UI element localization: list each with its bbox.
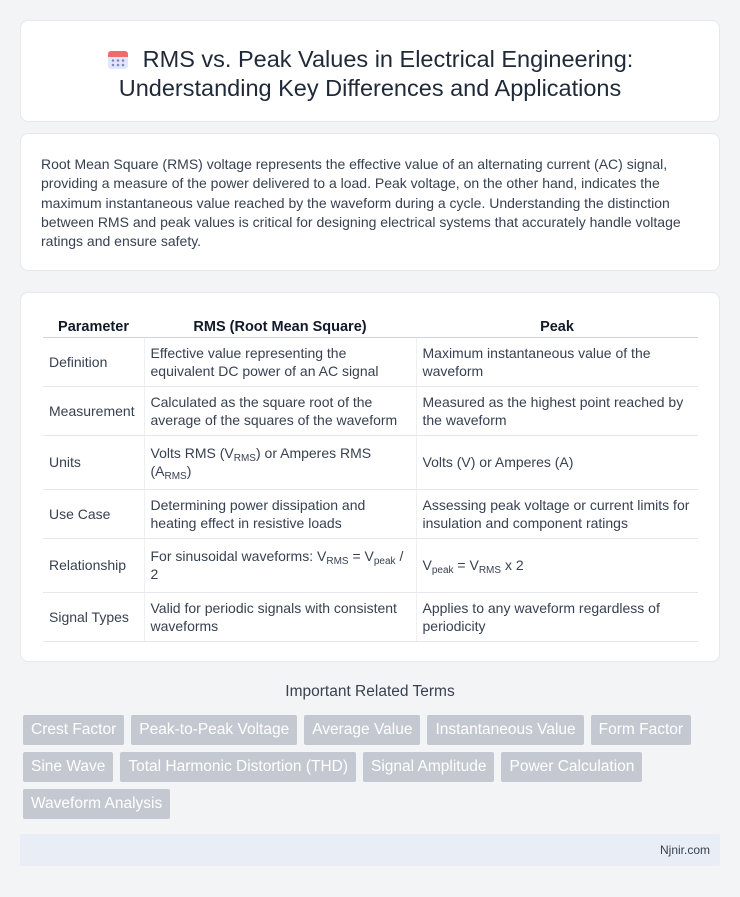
tag-waveform-analysis[interactable]: Waveform Analysis xyxy=(23,789,170,819)
cell-rms: Volts RMS $(V_{RMS})$ or Amperes RMS $(A_{RMS})$ xyxy=(144,435,416,489)
cell-peak: Measured as the highest point reached by the waveform xyxy=(416,386,698,435)
cell-peak: $V_{peak} = V_{RMS}$ x 2 xyxy=(416,538,698,592)
tag-peak-to-peak-voltage[interactable]: Peak-to-Peak Voltage xyxy=(131,715,297,745)
header-peak: Peak xyxy=(416,313,698,337)
title-line-2: Understanding Key Differences and Applications xyxy=(118,75,622,101)
header-rms: RMS (Root Mean Square) xyxy=(144,313,416,337)
title-line-1: RMS vs. Peak Values in Electrical Engineering: xyxy=(142,46,634,72)
tag-average-value[interactable]: Average Value xyxy=(304,715,420,745)
intro-paragraph: Root Mean Square (RMS) voltage represents the effective value of an alternating current (AC) signal, providing a measure of the power delivered to a load. Peak voltage, on the other hand, indicates the maximum instantaneous value reached by the waveform during a cycle. Understanding the distinction between RMS and peak values is critical for designing electrical systems that accurately handle voltage ratings and ensure safety. xyxy=(41,156,681,250)
comparison-card xyxy=(20,292,720,662)
footer xyxy=(20,834,720,866)
table-row xyxy=(43,435,698,489)
page-title xyxy=(21,45,719,103)
cell-peak: Applies to any waveform regardless of periodicity xyxy=(416,592,698,641)
cell-parameter: Units xyxy=(43,435,144,489)
table-row xyxy=(43,538,698,592)
calendar-icon xyxy=(107,48,129,70)
cell-rms: Calculated as the square root of the average of the squares of the waveform xyxy=(144,386,416,435)
table-header-row xyxy=(43,313,698,337)
tag-crest-factor[interactable]: Crest Factor xyxy=(23,715,124,745)
cell-peak: Maximum instantaneous value of the waveform xyxy=(416,337,698,386)
cell-parameter: Definition xyxy=(43,337,144,386)
cell-rms: For sinusoidal waveforms: $V_{RMS} = V_{peak} / 2$ xyxy=(144,538,416,592)
cell-rms: Determining power dissipation and heating effect in resistive loads xyxy=(144,489,416,538)
table-row xyxy=(43,592,698,641)
title-card xyxy=(20,20,720,122)
tag-form-factor[interactable]: Form Factor xyxy=(591,715,691,745)
tag-instantaneous-value[interactable]: Instantaneous Value xyxy=(427,715,583,745)
cell-peak: Assessing peak voltage or current limits for insulation and component ratings xyxy=(416,489,698,538)
related-terms-list xyxy=(23,715,723,826)
cell-parameter: Relationship xyxy=(43,538,144,592)
related-terms-heading: Important Related Terms xyxy=(285,683,455,700)
cell-parameter: Use Case xyxy=(43,489,144,538)
intro-card xyxy=(20,133,720,271)
cell-rms: Effective value representing the equivalent DC power of an AC signal xyxy=(144,337,416,386)
table-row xyxy=(43,386,698,435)
tag-total-harmonic-distortion[interactable]: Total Harmonic Distortion (THD) xyxy=(120,752,356,782)
tag-sine-wave[interactable]: Sine Wave xyxy=(23,752,113,782)
tag-power-calculation[interactable]: Power Calculation xyxy=(501,752,642,782)
table-row xyxy=(43,337,698,386)
table-row xyxy=(43,489,698,538)
cell-rms: Valid for periodic signals with consistent waveforms xyxy=(144,592,416,641)
cell-peak: Volts (V) or Amperes (A) xyxy=(416,435,698,489)
footer-site[interactable]: Njnir.com xyxy=(659,843,710,857)
tag-signal-amplitude[interactable]: Signal Amplitude xyxy=(363,752,494,782)
header-parameter: Parameter xyxy=(43,313,144,337)
cell-parameter: Measurement xyxy=(43,386,144,435)
comparison-table xyxy=(43,313,698,642)
cell-parameter: Signal Types xyxy=(43,592,144,641)
